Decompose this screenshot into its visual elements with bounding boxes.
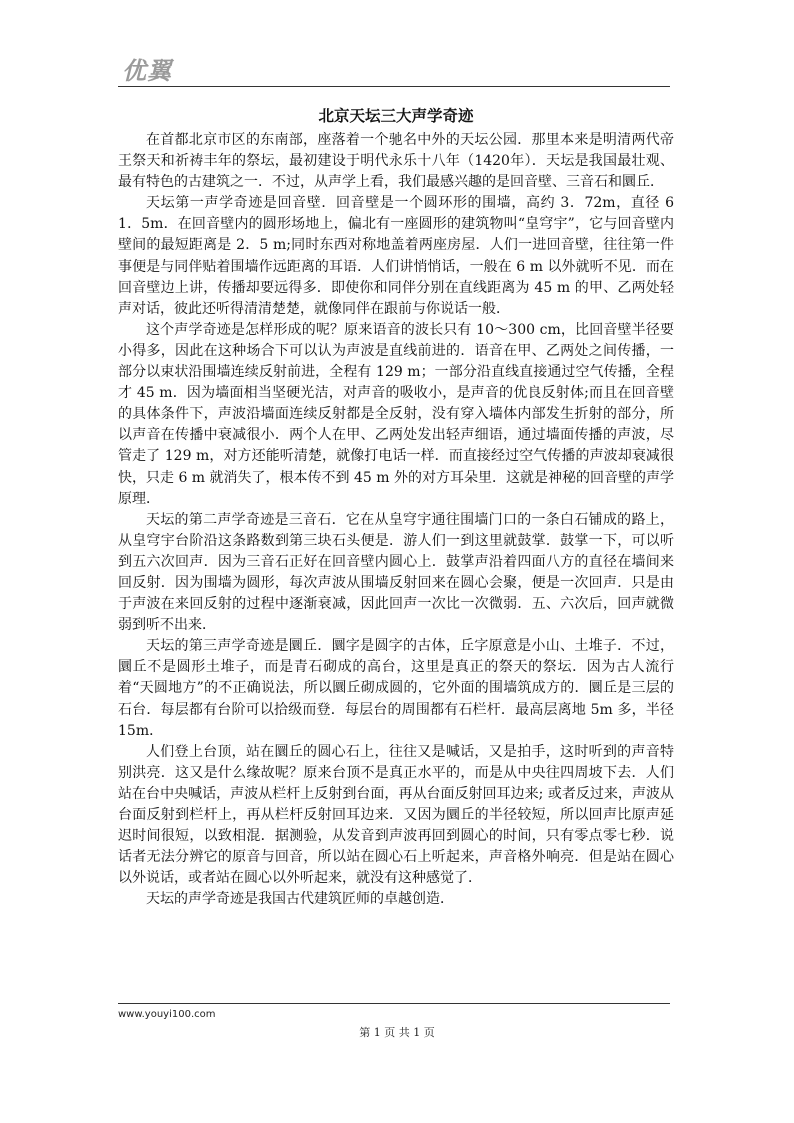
paragraph-echo-wall-explanation: 这个声学奇迹是怎样形成的呢？原来语音的波长只有 10～300 cm，比回音壁半径要小得多，因此在这种场合下可以认为声波是直线前进的．语音在甲、乙两处之间传播，一部分以束状沿围墙连续反射前进，全程有 129 m；一部分沿直线直接通过空气传播，全程才 45 m．因为墙面相当坚硬光洁，对声音的吸收小，是声音的优良反射体;而且在回音壁的具体条件下，声波沿墙面连续反射都是全反射，没有穿入墙体内部发生折射的部分，所以声音在传播中衰减很小．两个人在甲、乙两处发出轻声细语，通过墙面传播的声波，尽管走了 129 m，对方还能听清楚，就像打电话一样．而直接经过空气传播的声波却衰减很快，只走 6 m 就消失了，根本传不到 45 m 外的对方耳朵里．这就是神秘的回音壁的声学原理． [118,321,674,507]
page-number: 第 1 页 共 1 页 [359,1026,435,1039]
paragraph-echo-wall: 天坛第一声学奇迹是回音壁．回音壁是一个圆环形的围墙，高约 3．72m，直径 61．5m．在回音壁内的圆形场地上，偏北有一座圆形的建筑物叫“皇穹宇”，它与回音壁内壁间的最短距离是 2．5 m;同时东西对称地盖着两座房屋．人们一进回音壁，往往第一件事便是与同伴贴着围墙作远距离的耳语．人们讲悄悄话，一般在 6 m 以外就听不见．而在回音壁边上讲，传播却要远得多．即使你和同伴分别在直线距离为 45 m 的甲、乙两处轻声对话，彼此还听得清清楚楚，就像同伴在跟前与你说话一般． [118,195,674,317]
article-body [118,130,674,910]
paragraph-conclusion: 天坛的声学奇迹是我国古代建筑匠师的卓越创造． [146,891,454,908]
article-title: 北京天坛三大声学奇迹 [318,107,474,125]
header-divider [118,86,670,87]
paragraph-three-sound-stone: 天坛的第二声学奇迹是三音石．它在从皇穹宇通往围墙门口的一条白石铺成的路上，从皇穹宇台阶沿这条路数到第三块石头便是．游人们一到这里就鼓掌．鼓掌一下，可以听到五六次回声．因为三音石正好在回音壁内圆心上．鼓掌声沿着四面八方的直径在墙间来回反射．因为围墙为圆形，每次声波从围墙反射回来在圆心会聚，便是一次回声．只是由于声波在来回反射的过程中逐渐衰减，因此回声一次比一次微弱．五、六次后，回声就微弱到听不出来． [118,511,674,634]
footer-divider [118,1003,670,1004]
paragraph-intro: 在首都北京市区的东南部，座落着一个驰名中外的天坛公园．那里本来是明清两代帝王祭天和祈祷丰年的祭坛，最初建设于明代永乐十八年（1420年）．天坛是我国最壮观、最有特色的古建筑之一．不过，从声学上看，我们最感兴趣的是回音壁、三音石和圜丘． [118,132,674,191]
page-header [118,56,670,88]
footer-url: www.youyi100.com [118,1009,216,1020]
youyi-logo: 优翼 [122,57,172,85]
paragraph-circular-mound-explanation: 人们登上台顶，站在圜丘的圆心石上，往往又是喊话，又是拍手，这时听到的声音特别洪亮．这又是什么缘故呢？原来台顶不是真正水平的，而是从中央往四周坡下去．人们站在台中央喊话，声波从栏杆上反射到台面，再从台面反射回耳边来; 或者反过来，声波从台面反射到栏杆上，再从栏杆反射回耳边来．又因为圜丘的半径较短，所以回声比原声延迟时间很短，以致相混．据测验，从发音到声波再回到圆心的时间，只有零点零七秒．说话者无法分辨它的原音与回音，所以站在圆心石上听起来，声音格外响亮．但是站在圆心以外说话，或者站在圆心以外听起来，就没有这种感觉了． [118,743,674,887]
paragraph-circular-mound: 天坛的第三声学奇迹是圜丘．圜字是圆字的古体，丘字原意是小山、土堆子．不过，圜丘不是圆形土堆子，而是青石砌成的高台，这里是真正的祭天的祭坛．因为古人流行着“天圆地方”的不正确说法，所以圜丘砌成圆的，它外面的围墙筑成方的．圜丘是三层的石台．每层都有台阶可以拾级而登．每层台的周围都有石栏杆．最高层离地 5m 多，半径 15m． [118,638,674,739]
